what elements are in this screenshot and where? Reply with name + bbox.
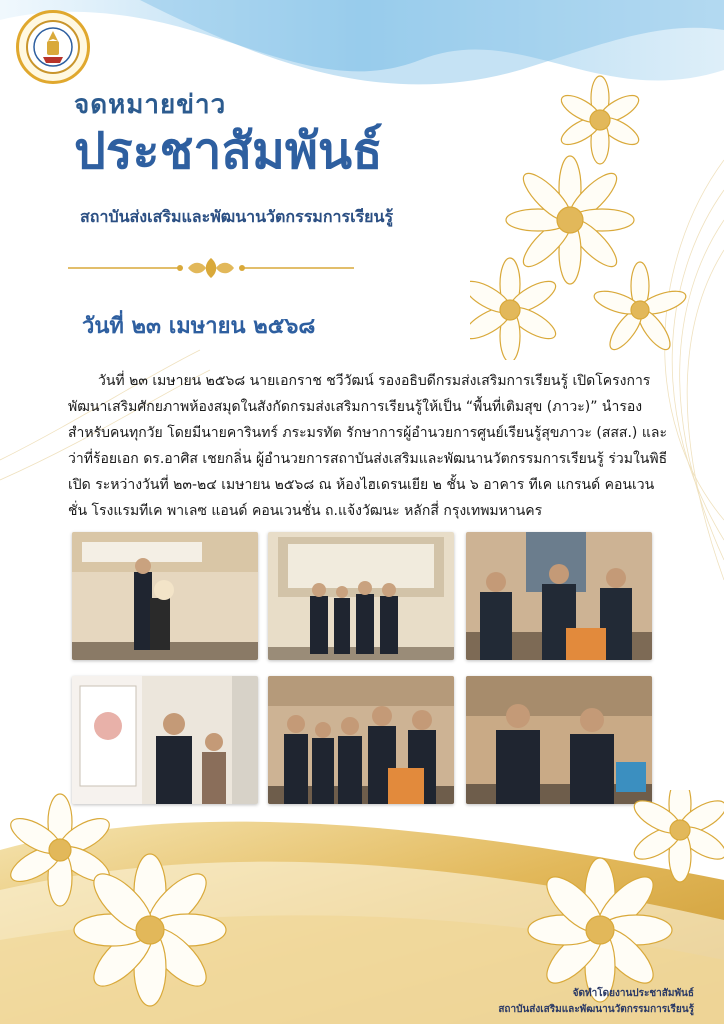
event-photo-1 bbox=[72, 532, 258, 660]
footer-line-2: สถาบันส่งเสริมและพัฒนานวัตกรรมการเรียนรู้ bbox=[498, 1004, 694, 1015]
news-body-text: วันที่ ๒๓ เมษายน ๒๕๖๘ นายเอกราช ชวีวัฒน์ รองอธิบดีกรมส่งเสริมการเรียนรู้ เปิดโครงการพัฒนาเสริมศักยภาพห้องสมุดในสังกัดกรมส่งเสริมการเรียนรู้ให้เป็น “พื้นที่เติมสุข (ภาวะ)” นำรองสำหรับคนทุกวัย โดยมีนายคารินทร์ ภระมรทัต รักษาการผู้อำนวยการศูนย์เรียนรู้สุขภาวะ (สสส.) และ ว่าที่ร้อยเอก ดร.อาศิส เชยกลิ่น ผู้อำนวยการสถาบันส่งเสริมและพัฒนานวัตกรรมการเรียนรู้ ร่วมในพิธีเปิด ระหว่างวันที่ ๒๓-๒๔ เมษายน ๒๕๖๘ ณ ห้องไฮเดรนเยีย ๒ ชั้น ๖ อาคาร ทีเค แกรนด์ คอนเวนชั่น โรงแรมทีเค พาเลซ แอนด์ คอนเวนชั่น ถ.แจ้งวัฒนะ หลักสี่ กรุงเทพมหานคร bbox=[68, 373, 668, 519]
newsletter-label: จดหมายข่าว bbox=[74, 90, 227, 120]
footer-line-1: จัดทำโดยงานประชาสัมพันธ์ bbox=[572, 988, 694, 999]
event-photo-3 bbox=[466, 532, 652, 660]
page-title: ประชาสัมพันธ์ bbox=[74, 122, 383, 180]
gold-flower-decoration-top bbox=[470, 70, 690, 360]
event-photo-5 bbox=[268, 676, 454, 804]
footer-credit bbox=[498, 986, 694, 1018]
news-date: วันที่ ๒๓ เมษายน ๒๕๖๘ bbox=[82, 314, 316, 339]
event-photo-6 bbox=[466, 676, 652, 804]
organization-name: สถาบันส่งเสริมและพัฒนานวัตกรรมการเรียนรู้ bbox=[80, 207, 394, 226]
gold-ornament-divider bbox=[68, 254, 354, 282]
event-photo-2 bbox=[268, 532, 454, 660]
royal-emblem-icon bbox=[16, 10, 90, 84]
event-photo-4 bbox=[72, 676, 258, 804]
